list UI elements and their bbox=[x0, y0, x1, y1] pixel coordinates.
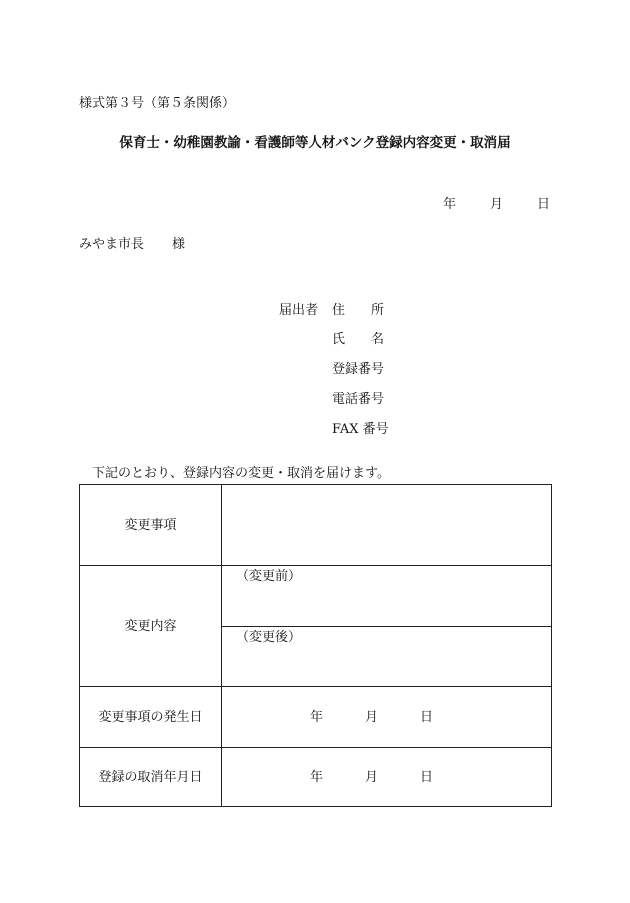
addressee-name: みやま市長 bbox=[79, 237, 145, 252]
table-column-divider bbox=[221, 485, 222, 806]
date-year: 年 bbox=[442, 197, 456, 212]
document-title: 保育士・幼稚園教諭・看護師等人材バンク登録内容変更・取消届 bbox=[119, 135, 511, 151]
day-text: 日 bbox=[420, 770, 434, 785]
name-label: 氏名 bbox=[332, 332, 384, 347]
registration-number-label: 登録番号 bbox=[332, 362, 385, 377]
cancellation-date-value bbox=[310, 771, 433, 784]
fax-number-label: FAX 番号 bbox=[332, 422, 389, 437]
month-text: 月 bbox=[365, 770, 379, 785]
address-label: 住所 bbox=[332, 303, 384, 318]
table-row-divider bbox=[80, 565, 551, 566]
year-text: 年 bbox=[310, 710, 324, 725]
month-text: 月 bbox=[365, 710, 379, 725]
table-row-divider bbox=[80, 747, 551, 748]
day-text: 日 bbox=[420, 710, 434, 725]
occurrence-date-label: 変更事項の発生日 bbox=[98, 710, 203, 725]
addressee-honorific: 様 bbox=[172, 237, 186, 252]
after-change-note: （変更後） bbox=[236, 630, 302, 645]
table-row-divider bbox=[80, 686, 551, 687]
applicant-label: 届出者 bbox=[279, 303, 319, 318]
addressee bbox=[79, 238, 185, 251]
date-day: 日 bbox=[536, 197, 550, 212]
change-content-label: 変更内容 bbox=[124, 619, 177, 634]
change-item-label: 変更事項 bbox=[124, 518, 177, 533]
before-change-note: （変更前） bbox=[236, 569, 302, 584]
statement: 下記のとおり、登録内容の変更・取消を届けます。 bbox=[92, 466, 390, 481]
year-text: 年 bbox=[310, 770, 324, 785]
form-number: 様式第３号（第５条関係） bbox=[79, 96, 236, 111]
date-month: 月 bbox=[489, 197, 503, 212]
occurrence-date-value bbox=[310, 711, 433, 724]
change-form-table bbox=[79, 484, 552, 807]
phone-number-label: 電話番号 bbox=[332, 392, 385, 407]
table-subrow-divider bbox=[221, 626, 551, 627]
submission-date bbox=[443, 198, 550, 211]
cancellation-date-label: 登録の取消年月日 bbox=[98, 770, 203, 785]
